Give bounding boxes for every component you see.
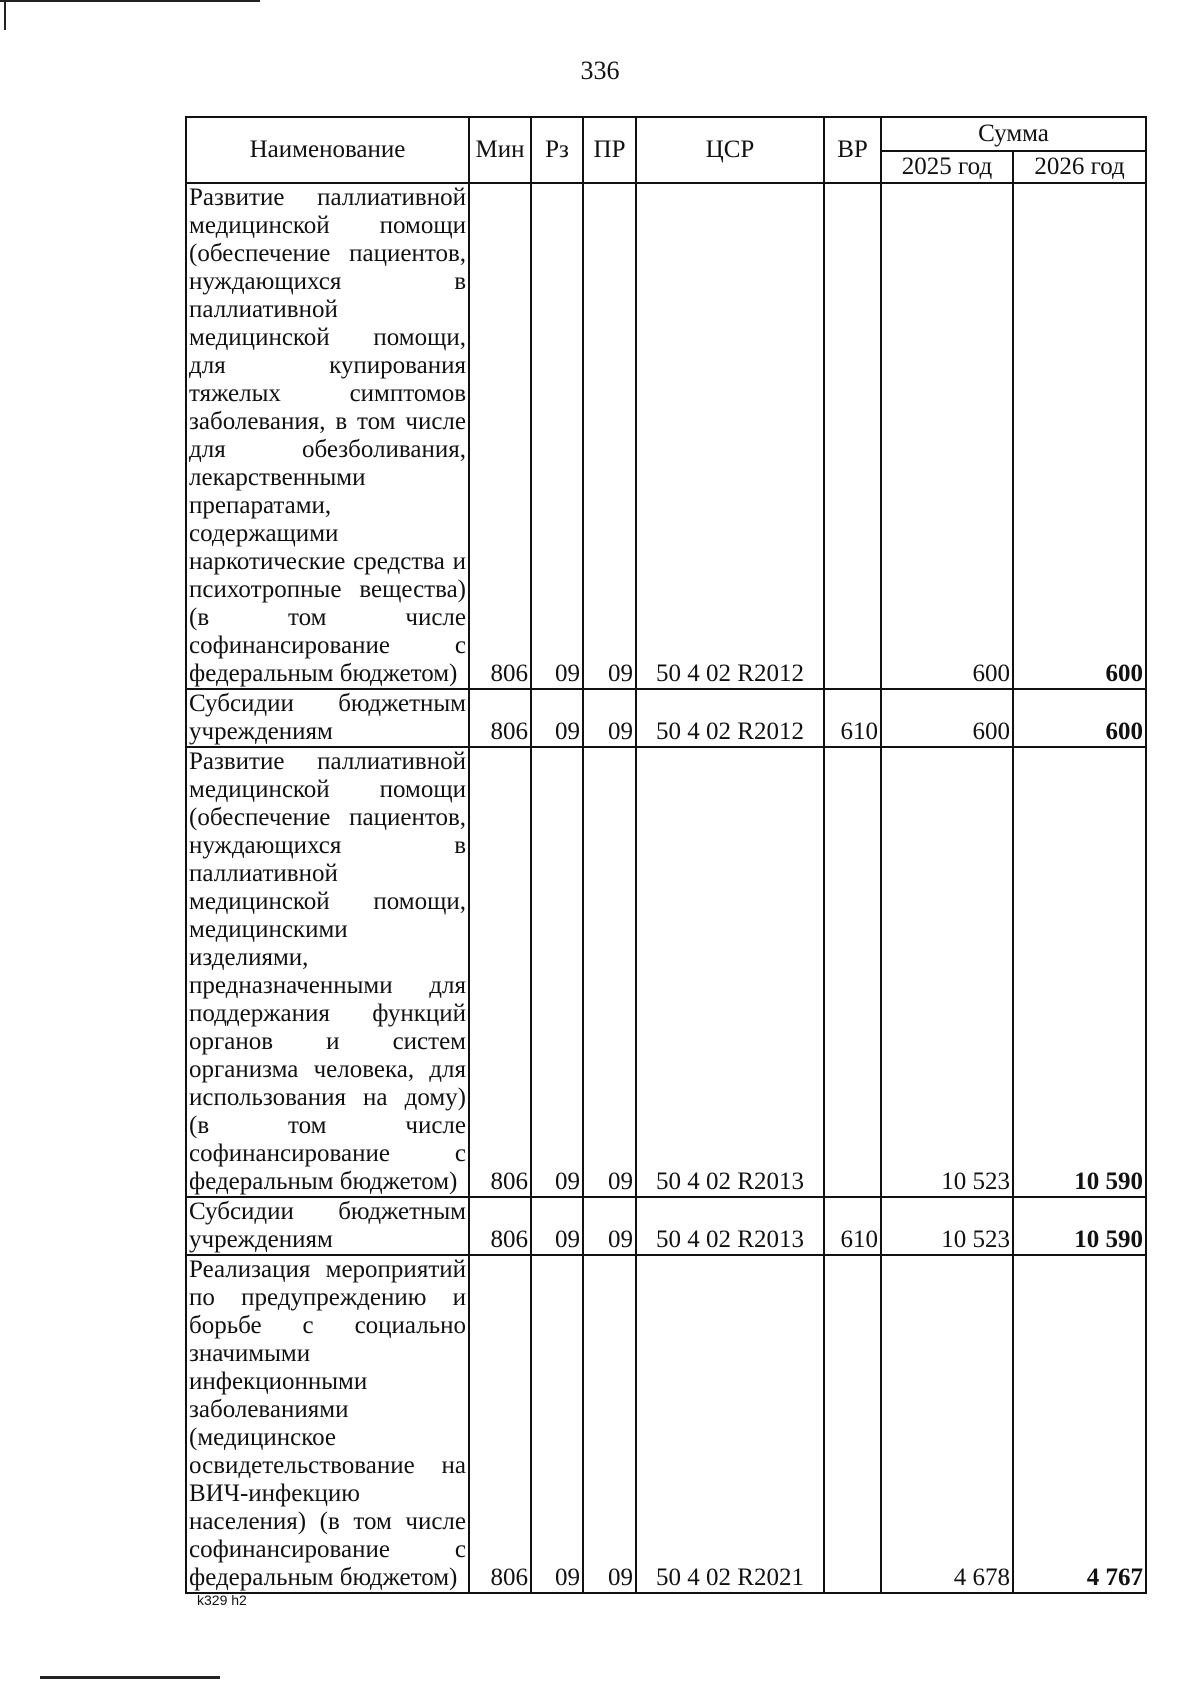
scan-bottom-edge [40,1676,220,1679]
header-csr: ЦСР [636,117,824,183]
row-2025: 600 [881,689,1013,747]
row-name: Развитие паллиативной медицинской помощи (обеспечение пациентов, нуждающихся в паллиативной медицинской помощи, медицинскими изделиями, предназначенными для поддержания функций органов и систем организма человека, для использования на дому) (в том числе софинансирование с федеральным бюджетом) [186,747,469,1197]
budget-table [185,116,1147,1594]
table-row [186,1197,1146,1255]
row-min: 806 [469,1255,531,1593]
row-min: 806 [469,1197,531,1255]
row-2025: 4 678 [881,1255,1013,1593]
row-rz: 09 [531,689,583,747]
row-2026: 600 [1013,689,1146,747]
row-rz: 09 [531,747,583,1197]
row-2025: 600 [881,183,1013,689]
row-pr: 09 [583,183,636,689]
row-csr: 50 4 02 R2013 [636,747,824,1197]
row-vr: 610 [824,689,881,747]
footer-code: k329 h2 [197,1592,247,1608]
row-csr: 50 4 02 R2021 [636,1255,824,1593]
row-name: Субсидии бюджетным учреждениям [186,689,469,747]
row-2025: 10 523 [881,747,1013,1197]
row-2026: 600 [1013,183,1146,689]
row-name: Развитие паллиативной медицинской помощи (обеспечение пациентов, нуждающихся в паллиативной медицинской помощи, для купирования тяжелых симптомов заболевания, в том числе для обезболивания, лекарственными препаратами, содержащими наркотические средства и психотропные вещества) (в том числе софинансирование с федеральным бюджетом) [186,183,469,689]
header-sum: Сумма [881,117,1146,151]
row-name: Реализация мероприятий по предупреждению и борьбе с социально значимыми инфекционными заболеваниями (медицинское освидетельствование на ВИЧ-инфекцию населения) (в том числе софинансирование с федеральным бюджетом) [186,1255,469,1593]
header-year-2025: 2025 год [881,151,1013,183]
header-name: Наименование [186,117,469,183]
header-pr: ПР [583,117,636,183]
table-row [186,689,1146,747]
row-vr [824,183,881,689]
row-csr: 50 4 02 R2012 [636,689,824,747]
row-rz: 09 [531,183,583,689]
row-pr: 09 [583,689,636,747]
row-rz: 09 [531,1255,583,1593]
page-number: 336 [580,56,620,85]
header-min: Мин [469,117,531,183]
row-2026: 10 590 [1013,747,1146,1197]
row-min: 806 [469,183,531,689]
row-2025: 10 523 [881,1197,1013,1255]
row-2026: 4 767 [1013,1255,1146,1593]
row-rz: 09 [531,1197,583,1255]
row-pr: 09 [583,1255,636,1593]
row-csr: 50 4 02 R2012 [636,183,824,689]
row-pr: 09 [583,1197,636,1255]
table-row [186,747,1146,1197]
header-vr: ВР [824,117,881,183]
row-vr [824,1255,881,1593]
row-vr [824,747,881,1197]
header-rz: Рз [531,117,583,183]
scan-left-edge [4,0,6,30]
row-min: 806 [469,689,531,747]
row-csr: 50 4 02 R2013 [636,1197,824,1255]
table-row [186,1255,1146,1593]
row-name: Субсидии бюджетным учреждениям [186,1197,469,1255]
row-2026: 10 590 [1013,1197,1146,1255]
header-year-2026: 2026 год [1013,151,1146,183]
row-min: 806 [469,747,531,1197]
table-row [186,183,1146,689]
scan-top-edge [0,0,260,2]
row-pr: 09 [583,747,636,1197]
row-vr: 610 [824,1197,881,1255]
